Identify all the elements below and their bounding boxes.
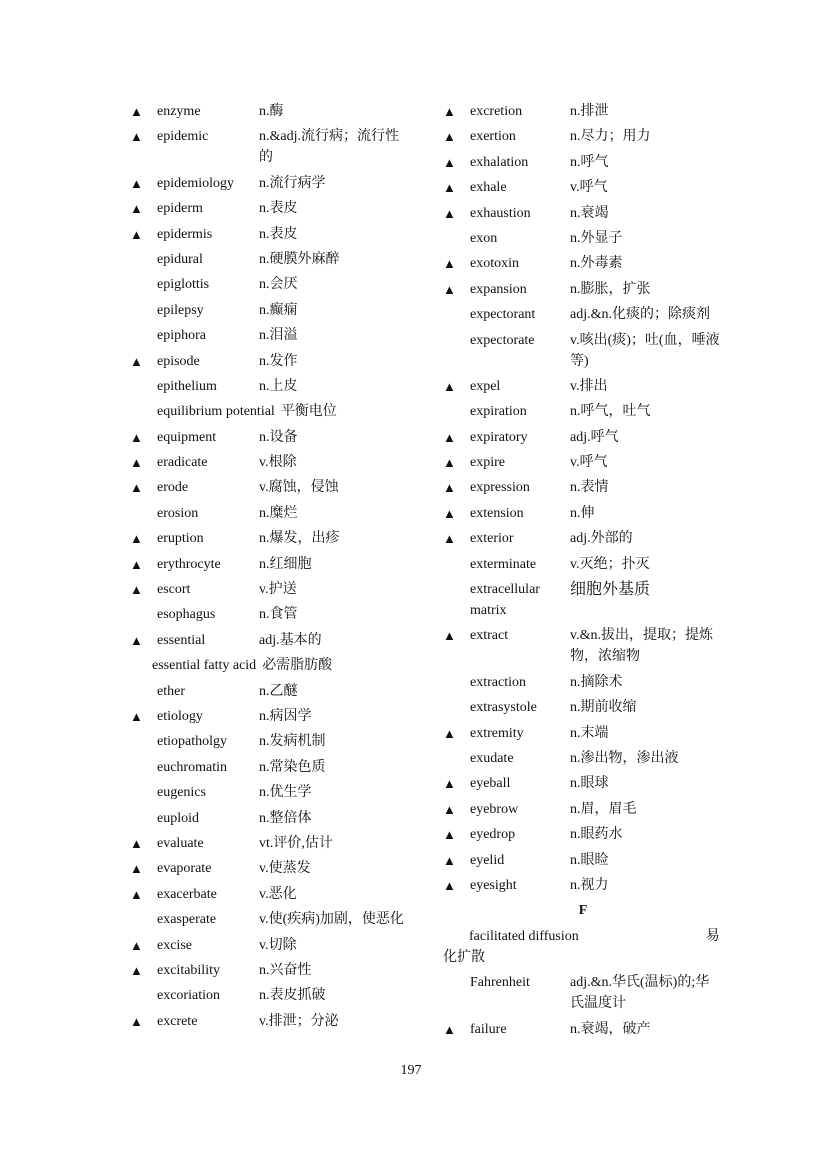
glossary-entry (443, 228, 723, 249)
triangle-marker-icon: ▲ (130, 835, 143, 851)
triangle-marker-icon: ▲ (443, 877, 456, 893)
glossary-entry (130, 909, 405, 930)
entry-term: exhalation (470, 154, 529, 170)
triangle-marker-icon: ▲ (130, 480, 143, 496)
glossary-entry (443, 427, 723, 448)
entry-term: epidural (157, 251, 203, 267)
entry-definition: n.兴奋性 (259, 962, 312, 978)
entry-definition: n.外显子 (570, 230, 623, 246)
entry-term: exterior (470, 531, 514, 547)
triangle-marker-icon: ▲ (130, 429, 143, 445)
entry-definition: n.硬膜外麻醉 (259, 251, 340, 267)
glossary-entry (130, 376, 405, 397)
glossary-entry (443, 1019, 723, 1040)
entry-term: equilibrium potential (157, 404, 275, 420)
entry-definition: v.灭绝；扑灭 (570, 556, 650, 572)
entry-term: extrasystole (470, 700, 537, 716)
entry-definition: v.排出 (570, 378, 608, 394)
entry-definition: n.表情 (570, 480, 609, 496)
glossary-entry (130, 351, 405, 372)
glossary-entry (443, 126, 723, 147)
entry-definition: n.整倍体 (259, 810, 312, 826)
glossary-entry (443, 330, 723, 372)
glossary-entry (130, 325, 405, 346)
entry-definition: n.表皮抓破 (259, 988, 326, 1004)
triangle-marker-icon: ▲ (130, 201, 143, 217)
entry-term: eyedrop (470, 827, 516, 843)
entry-term: escort (157, 582, 191, 598)
entry-definition: n.呼气 (570, 154, 609, 170)
glossary-entry (443, 799, 723, 820)
glossary-entry (130, 401, 405, 422)
glossary-entry (443, 773, 723, 794)
entry-definition: n.摘除术 (570, 674, 623, 690)
glossary-entry (130, 960, 405, 981)
entry-term: enzyme (157, 104, 201, 119)
entry-term: exacerbate (157, 886, 217, 902)
entry-definition: v.使(疾病)加剧，使恶化 (259, 912, 404, 928)
entry-definition: n.末端 (570, 725, 609, 741)
triangle-marker-icon: ▲ (130, 226, 143, 242)
triangle-marker-icon: ▲ (130, 937, 143, 953)
entry-definition: n.呼气，吐气 (570, 404, 651, 420)
glossary-entry (130, 884, 405, 905)
entry-definition: adj.呼气 (570, 429, 619, 445)
glossary-entry (130, 198, 405, 219)
entry-term: excoriation (157, 988, 220, 1004)
entry-term: expectorate (470, 332, 535, 348)
entry-definition: adj.基本的 (259, 632, 322, 648)
entry-term: excise (157, 937, 192, 953)
glossary-entry (130, 224, 405, 245)
glossary-entry (443, 972, 723, 1014)
entry-term: eyelid (470, 852, 505, 868)
glossary-entry (443, 279, 723, 300)
glossary-entry (130, 249, 405, 270)
triangle-marker-icon: ▲ (443, 256, 456, 272)
entry-definition: adj.&n.化痰的；除痰剂 (570, 307, 710, 323)
triangle-marker-icon: ▲ (130, 556, 143, 572)
glossary-entry (130, 782, 405, 803)
glossary-entry (443, 452, 723, 473)
glossary-entry (130, 452, 405, 473)
glossary-entry (443, 579, 723, 621)
glossary-entry (130, 808, 405, 829)
glossary-entry (443, 203, 723, 224)
entry-term: etiology (157, 708, 203, 724)
entry-definition: n.眼球 (570, 776, 609, 792)
entry-term: exasperate (157, 912, 217, 928)
glossary-entry (443, 850, 723, 871)
entry-definition: n.衰竭 (570, 205, 609, 221)
glossary-entry (130, 579, 405, 600)
triangle-marker-icon: ▲ (443, 129, 456, 145)
entry-term: exertion (470, 129, 516, 145)
entry-definition: 易化扩散 (443, 928, 720, 965)
triangle-marker-icon: ▲ (443, 378, 456, 394)
triangle-marker-icon: ▲ (443, 531, 456, 547)
glossary-entry (130, 101, 405, 122)
glossary-entry (443, 672, 723, 693)
entry-definition: n.会厌 (259, 277, 298, 293)
entry-definition: adj.外部的 (570, 531, 633, 547)
entry-term: ether (157, 683, 185, 699)
entry-definition: n.常染色质 (259, 759, 326, 775)
triangle-marker-icon: ▲ (443, 628, 456, 644)
entry-term: eyebrow (470, 801, 519, 817)
glossary-entry (130, 528, 405, 549)
entry-definition: n.渗出物，渗出液 (570, 750, 679, 766)
entry-term: equipment (157, 429, 217, 445)
right-column (443, 101, 723, 1044)
triangle-marker-icon: ▲ (130, 1013, 143, 1029)
entry-definition: 必需脂肪酸 (262, 658, 333, 674)
glossary-entry (443, 177, 723, 198)
glossary-entry (130, 503, 405, 524)
entry-definition: n.伸 (570, 505, 595, 521)
glossary-entry (443, 748, 723, 769)
entry-definition: n.眼睑 (570, 852, 609, 868)
triangle-marker-icon: ▲ (443, 205, 456, 221)
entry-term: exhaustion (470, 205, 531, 221)
glossary-entry (443, 528, 723, 549)
entry-definition: n.病因学 (259, 708, 312, 724)
entry-term: Fahrenheit (470, 975, 530, 991)
entry-definition: n.乙醚 (259, 683, 298, 699)
glossary-entry (130, 681, 405, 702)
entry-definition: n.发病机制 (259, 734, 326, 750)
entry-term: erode (157, 480, 189, 496)
triangle-marker-icon: ▲ (443, 180, 456, 196)
entry-term: evaporate (157, 861, 212, 877)
triangle-marker-icon: ▲ (443, 725, 456, 741)
triangle-marker-icon: ▲ (443, 455, 456, 471)
glossary-entry (443, 697, 723, 718)
glossary-entry (130, 935, 405, 956)
entry-definition: n.眉，眉毛 (570, 801, 637, 817)
triangle-marker-icon: ▲ (443, 852, 456, 868)
entry-term: etiopatholgy (157, 734, 227, 750)
entry-term: excretion (470, 104, 523, 119)
entry-term: expire (470, 455, 505, 471)
entry-term: exudate (470, 750, 514, 766)
glossary-entry (443, 554, 723, 575)
entry-definition: v.呼气 (570, 180, 608, 196)
entry-term: eyeball (470, 776, 511, 792)
glossary-entry (443, 824, 723, 845)
entry-term: exotoxin (470, 256, 519, 272)
glossary-entry (130, 985, 405, 1006)
entry-term: epiglottis (157, 277, 210, 293)
entry-definition: n.衰竭，破产 (570, 1021, 651, 1037)
glossary-entry (443, 723, 723, 744)
entry-definition: n.红细胞 (259, 556, 312, 572)
triangle-marker-icon: ▲ (130, 104, 143, 119)
entry-definition: n.泪溢 (259, 328, 298, 344)
entry-definition: v.使蒸发 (259, 861, 311, 877)
triangle-marker-icon: ▲ (130, 531, 143, 547)
triangle-marker-icon: ▲ (130, 175, 143, 191)
entry-definition: vt.评价,估计 (259, 835, 333, 851)
glossary-entry (130, 274, 405, 295)
entry-term: expiration (470, 404, 527, 420)
glossary-entry (130, 604, 405, 625)
entry-term: exhale (470, 180, 507, 196)
entry-definition: n.&adj.流行病；流行性的 (259, 129, 399, 166)
entry-definition: n.爆发，出疹 (259, 531, 340, 547)
entry-term: erythrocyte (157, 556, 221, 572)
entry-definition: v.切除 (259, 937, 297, 953)
entry-term: expansion (470, 281, 527, 297)
entry-definition: n.上皮 (259, 378, 298, 394)
left-column (130, 101, 405, 1036)
entry-term: essential fatty acid (152, 658, 257, 674)
triangle-marker-icon: ▲ (130, 861, 143, 877)
glossary-entry (443, 401, 723, 422)
triangle-marker-icon: ▲ (443, 154, 456, 170)
triangle-marker-icon: ▲ (443, 281, 456, 297)
glossary-entry (130, 833, 405, 854)
glossary-entry (443, 376, 723, 397)
entry-definition: v.排泄；分泌 (259, 1013, 339, 1029)
entry-term: epiderm (157, 201, 203, 217)
glossary-entry (443, 304, 723, 325)
entry-term: eruption (157, 531, 204, 547)
triangle-marker-icon: ▲ (130, 129, 143, 145)
entry-term: erosion (157, 505, 199, 521)
entry-term: expectorant (470, 307, 536, 323)
triangle-marker-icon: ▲ (130, 353, 143, 369)
section-header: F (578, 903, 588, 919)
entry-definition: 平衡电位 (280, 404, 337, 420)
entry-definition: n.尽力；用力 (570, 129, 651, 145)
entry-definition: n.酶 (259, 104, 284, 119)
entry-definition: n.设备 (259, 429, 298, 445)
glossary-entry (130, 630, 405, 651)
glossary-entry (130, 554, 405, 575)
glossary-entry (443, 503, 723, 524)
entry-term: excitability (157, 962, 220, 978)
entry-term: expression (470, 480, 530, 496)
triangle-marker-icon: ▲ (443, 429, 456, 445)
entry-definition: n.眼药水 (570, 827, 623, 843)
entry-term: evaluate (157, 835, 204, 851)
entry-term: epithelium (157, 378, 217, 394)
entry-term: epiphora (157, 328, 206, 344)
entry-term: extract (470, 628, 509, 644)
entry-term: essential (157, 632, 206, 648)
entry-definition: n.表皮 (259, 226, 298, 242)
entry-term: episode (157, 353, 200, 369)
entry-definition: v.恶化 (259, 886, 297, 902)
glossary-entry (130, 757, 405, 778)
entry-term: euploid (157, 810, 199, 826)
entry-definition: adj.&n.华氏(温标)的;华氏温度计 (570, 975, 710, 1012)
entry-definition: 细胞外基质 (570, 581, 651, 599)
triangle-marker-icon: ▲ (443, 827, 456, 843)
entry-definition: n.期前收缩 (570, 700, 637, 716)
triangle-marker-icon: ▲ (443, 776, 456, 792)
triangle-marker-icon: ▲ (130, 886, 143, 902)
entry-definition: n.发作 (259, 353, 298, 369)
glossary-entry (443, 253, 723, 274)
glossary-entry (443, 152, 723, 173)
glossary-entry (130, 477, 405, 498)
entry-definition: n.癫痫 (259, 302, 298, 318)
entry-term: excrete (157, 1013, 198, 1029)
glossary-entry (130, 173, 405, 194)
entry-definition: v.根除 (259, 455, 297, 471)
entry-term: facilitated diffusion (469, 928, 579, 944)
entry-term: extraction (470, 674, 526, 690)
entry-definition: n.视力 (570, 877, 609, 893)
triangle-marker-icon: ▲ (130, 582, 143, 598)
glossary-entry (130, 731, 405, 752)
entry-term: extremity (470, 725, 524, 741)
entry-definition: v.&n.拔出，提取；提炼物，浓缩物 (570, 628, 713, 665)
entry-term: esophagus (157, 607, 216, 623)
triangle-marker-icon: ▲ (130, 455, 143, 471)
entry-term: extracellular matrix (470, 582, 540, 619)
entry-term: exon (470, 230, 498, 246)
glossary-entry (443, 926, 723, 968)
entry-definition: n.优生学 (259, 785, 312, 801)
entry-definition: v.腐蚀，侵蚀 (259, 480, 339, 496)
entry-definition: n.流行病学 (259, 175, 326, 191)
glossary-entry (130, 126, 405, 168)
glossary-entry (130, 858, 405, 879)
entry-term: expiratory (470, 429, 528, 445)
triangle-marker-icon: ▲ (443, 505, 456, 521)
triangle-marker-icon: ▲ (130, 632, 143, 648)
glossary-entry (130, 1011, 405, 1032)
entry-definition: n.外毒素 (570, 256, 623, 272)
entry-term: expel (470, 378, 501, 394)
entry-term: exterminate (470, 556, 537, 572)
entry-definition: n.排泄 (570, 104, 609, 119)
entry-term: failure (470, 1021, 507, 1037)
glossary-entry (443, 625, 723, 667)
glossary-entry (130, 655, 405, 676)
entry-term: epidermis (157, 226, 213, 242)
triangle-marker-icon: ▲ (443, 1021, 456, 1037)
triangle-marker-icon: ▲ (443, 480, 456, 496)
entry-definition: v.呼气 (570, 455, 608, 471)
entry-term: euchromatin (157, 759, 227, 775)
entry-definition: v.咳出(痰)；吐(血，唾液等) (570, 332, 720, 369)
glossary-entry (130, 427, 405, 448)
glossary-entry (443, 477, 723, 498)
entry-term: eyesight (470, 877, 517, 893)
entry-term: eugenics (157, 785, 206, 801)
glossary-entry (130, 300, 405, 321)
triangle-marker-icon: ▲ (443, 801, 456, 817)
glossary-entry (443, 101, 723, 122)
glossary-entry (443, 875, 723, 896)
entry-term: epidemiology (157, 175, 234, 191)
entry-definition: n.表皮 (259, 201, 298, 217)
entry-definition: n.糜烂 (259, 505, 298, 521)
entry-definition: n.膨胀，扩张 (570, 281, 651, 297)
entry-term: epidemic (157, 129, 209, 145)
entry-definition: v.护送 (259, 582, 297, 598)
entry-term: eradicate (157, 455, 208, 471)
page-number: 197 (400, 1063, 422, 1078)
triangle-marker-icon: ▲ (130, 708, 143, 724)
entry-term: epilepsy (157, 302, 204, 318)
entry-definition: n.食管 (259, 607, 298, 623)
triangle-marker-icon: ▲ (443, 104, 456, 119)
entry-term: extension (470, 505, 524, 521)
glossary-entry (130, 706, 405, 727)
triangle-marker-icon: ▲ (130, 962, 143, 978)
